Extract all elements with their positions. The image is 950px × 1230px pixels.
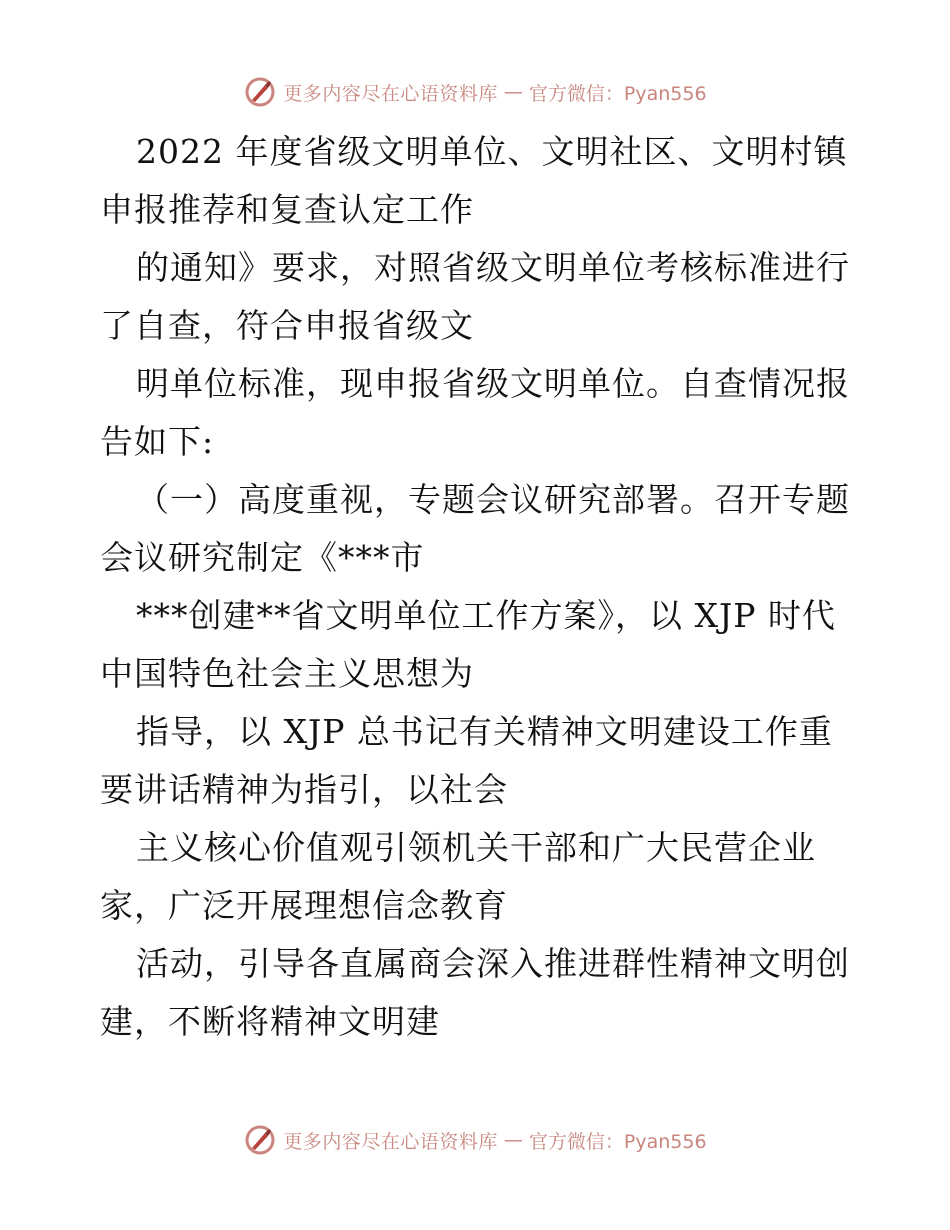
text-line: 申报推荐和复查认定工作 <box>100 190 474 229</box>
text-line: 2022 年度省级文明单位、文明社区、文明村镇 <box>136 132 848 171</box>
text-line: 的通知》要求，对照省级文明单位考核标准进行 <box>136 248 850 287</box>
text-line: 会议研究制定《***市 <box>100 538 425 577</box>
watermark-text: 更多内容尽在心语资料库 <box>283 82 498 105</box>
pen-logo-icon <box>243 1123 277 1157</box>
text-line: 要讲话精神为指引，以社会 <box>100 770 508 809</box>
text-line: 家，广泛开展理想信念教育 <box>100 886 508 925</box>
pen-logo-icon <box>243 75 277 109</box>
watermark-text: 更多内容尽在心语资料库 <box>283 1130 498 1153</box>
text-line: 建，不断将精神文明建 <box>100 1002 440 1041</box>
text-line: 了自查，符合申报省级文 <box>100 306 474 345</box>
text-line: 指导，以 XJP 总书记有关精神文明建设工作重 <box>136 712 833 751</box>
text-line: 明单位标准，现申报省级文明单位。自查情况报 <box>136 364 850 403</box>
document-body <box>100 123 860 1051</box>
watermark-contact: 官方微信：Pyan556 <box>528 1130 707 1153</box>
text-line: （一）高度重视，专题会议研究部署。召开专题 <box>136 480 850 519</box>
header-watermark <box>0 72 950 112</box>
text-line: 主义核心价值观引领机关干部和广大民营企业 <box>136 828 816 867</box>
text-line: 告如下: <box>100 422 215 461</box>
watermark-separator: — <box>503 1129 523 1151</box>
text-line: ***创建**省文明单位工作方案》，以 XJP 时代 <box>136 596 836 635</box>
footer-watermark <box>0 1120 950 1160</box>
text-line: 活动，引导各直属商会深入推进群性精神文明创 <box>136 944 850 983</box>
watermark-separator: — <box>503 81 523 103</box>
text-line: 中国特色社会主义思想为 <box>100 654 474 693</box>
watermark-contact: 官方微信：Pyan556 <box>528 82 707 105</box>
